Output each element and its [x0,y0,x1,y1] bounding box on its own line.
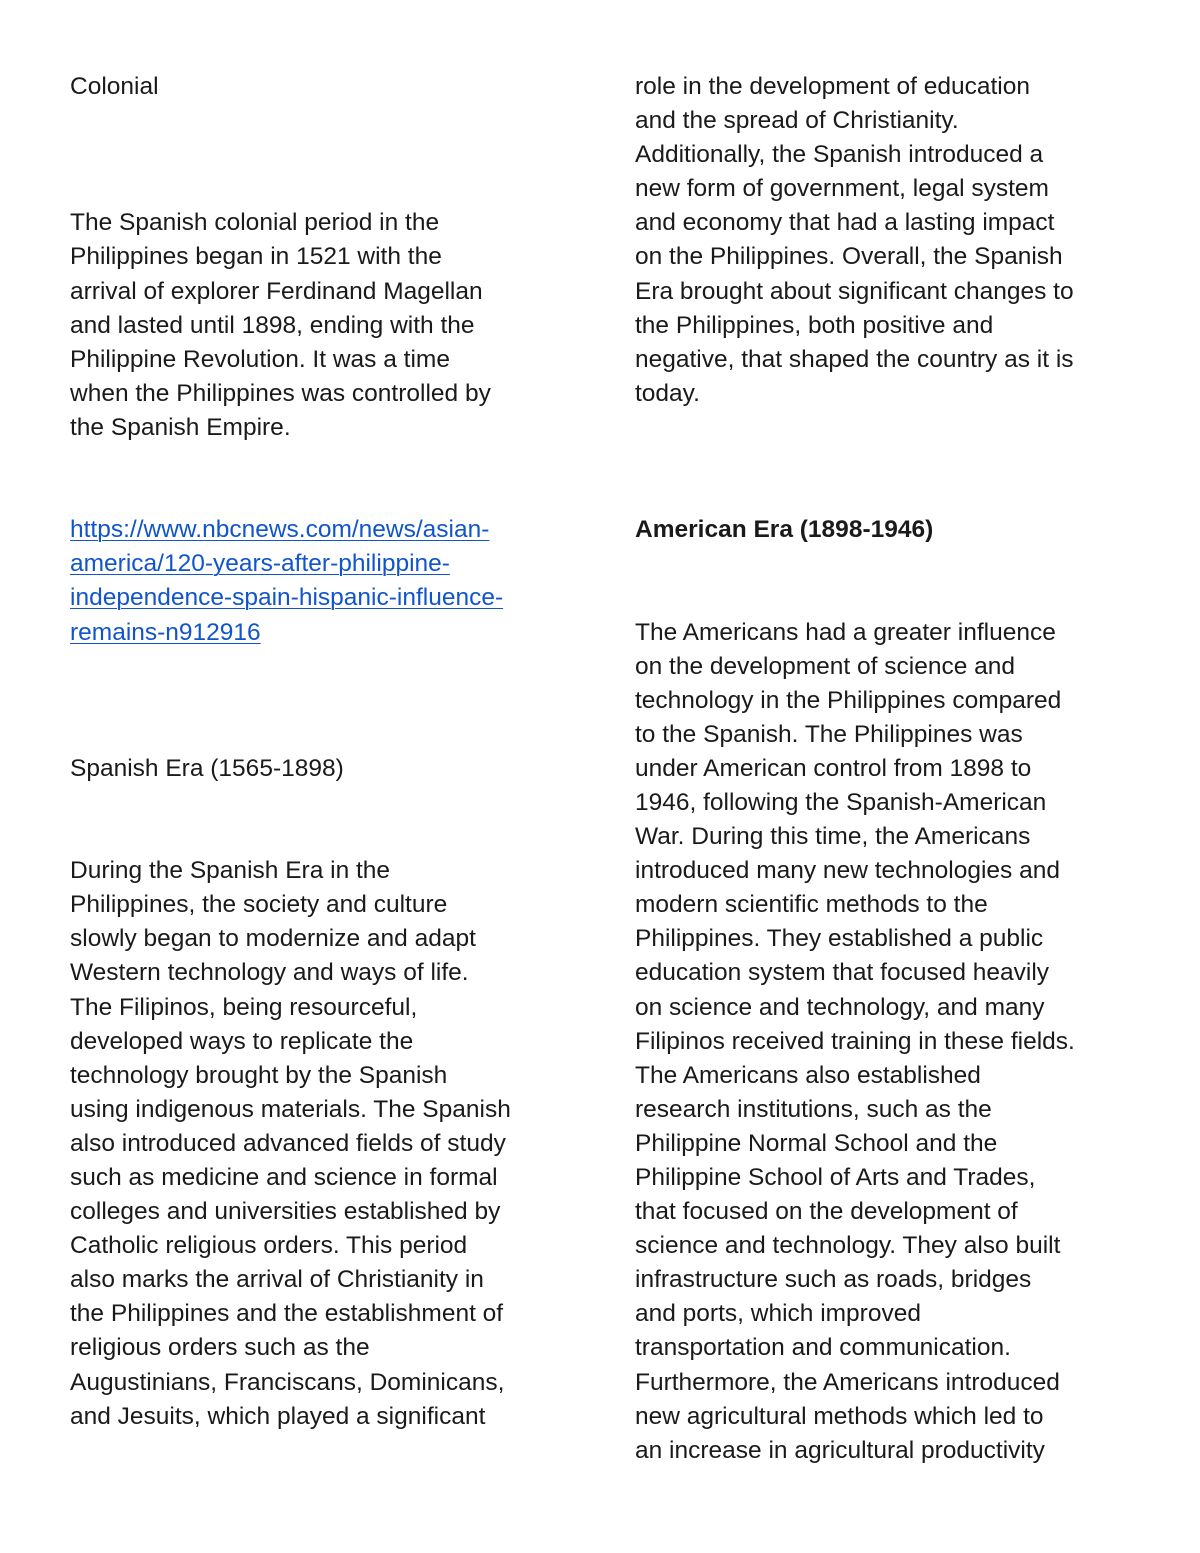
paragraph-line: science and technology. They also built [635,1232,1061,1260]
spacer [635,411,1135,445]
paragraph-line: when the Philippines was controlled by [70,379,491,407]
section-title-colonial: Colonial [70,73,159,100]
paragraph-line: The Spanish colonial period in the [70,209,440,237]
paragraph-line: introduced many new technologies and [635,857,1060,885]
paragraph-line: religious orders such as the [70,1334,370,1362]
paragraph-line: negative, that shaped the country as it is [635,345,1074,373]
paragraph-line: on the development of science and [635,652,1016,680]
paragraph-line: transportation and communication. [635,1334,1011,1362]
paragraph-line: Augustinians, Franciscans, Dominicans, [70,1368,505,1396]
paragraph-line: new agricultural methods which led to [635,1402,1044,1430]
paragraph-line: Filipinos received training in these fields. [635,1027,1075,1055]
paragraph-line: Furthermore, the Americans introduced [635,1368,1060,1396]
right-column [635,70,1135,1468]
paragraph-line: War. During this time, the Americans [635,823,1031,851]
paragraph-line: 1946, following the Spanish-American [635,788,1047,816]
paragraph-line: today. [635,379,700,407]
link-line[interactable]: remains-n912916 [70,618,261,646]
paragraph-line: technology in the Philippines compared [635,686,1062,714]
paragraph-line: Western technology and ways of life. [70,959,469,987]
spacer [635,445,1135,479]
paragraph-line: Philippines. They established a public [635,925,1044,953]
left-column [70,70,570,1434]
paragraph-line: research institutions, such as the [635,1095,992,1123]
paragraph-line: During the Spanish Era in the [70,857,391,885]
section-heading-spanish-era: Spanish Era (1565-1898) [70,754,344,782]
paragraph-line: and the spread of Christianity. [635,107,959,135]
paragraph-line: using indigenous materials. The Spanish [70,1095,511,1123]
spacer [635,479,1135,513]
section-heading-american-era: American Era (1898-1946) [635,516,934,544]
paragraph-line: and economy that had a lasting impact [635,209,1055,237]
spacer [70,820,570,854]
spacer [70,684,570,718]
paragraph-line: The Americans also established [635,1061,981,1089]
paragraph-line: developed ways to replicate the [70,1027,414,1055]
paragraph-line: Philippines, the society and culture [70,891,448,919]
link-line[interactable]: independence-spain-hispanic-influence- [70,584,504,612]
link-line[interactable]: america/120-years-after-philippine- [70,550,450,578]
paragraph-line: on science and technology, and many [635,993,1045,1021]
paragraph-line: Philippine Normal School and the [635,1129,998,1157]
paragraph-line: Era brought about significant changes to [635,277,1074,305]
paragraph-line: Philippine School of Arts and Trades, [635,1164,1036,1191]
spacer [70,172,570,206]
paragraph-line: that focused on the development of [635,1198,1018,1226]
spacer [635,547,1135,581]
paragraph-line: colleges and universities established by [70,1198,501,1226]
spacer [70,104,570,138]
source-link[interactable] [70,513,570,649]
spanish-era-continuation-paragraph [635,70,1135,411]
paragraph-line: modern scientific methods to the [635,891,988,919]
paragraph-line: Philippine Revolution. It was a time [70,345,450,373]
spacer [70,445,570,479]
paragraph-line: the Spanish Empire. [70,413,291,441]
intro-paragraph [70,206,570,445]
paragraph-line: the Philippines, both positive and [635,311,994,339]
paragraph-line: infrastructure such as roads, bridges [635,1266,1032,1294]
paragraph-line: slowly began to modernize and adapt [70,925,476,953]
paragraph-line: The Americans had a greater influence [635,618,1056,646]
paragraph-line: and Jesuits, which played a significant [70,1402,486,1430]
paragraph-line: on the Philippines. Overall, the Spanish [635,243,1063,271]
paragraph-line: The Filipinos, being resourceful, [70,993,418,1021]
link-line[interactable]: https://www.nbcnews.com/news/asian- [70,516,490,544]
paragraph-line: also introduced advanced fields of study [70,1129,506,1157]
paragraph-line: education system that focused heavily [635,959,1050,987]
paragraph-line: to the Spanish. The Philippines was [635,720,1023,748]
spacer [70,718,570,752]
paragraph-line: Additionally, the Spanish introduced a [635,141,1044,169]
paragraph-line: and lasted until 1898, ending with the [70,311,475,339]
paragraph-line: under American control from 1898 to [635,754,1032,782]
paragraph-line: and ports, which improved [635,1300,921,1328]
spacer [70,650,570,684]
paragraph-line: Philippines began in 1521 with the [70,243,442,271]
spacer [70,138,570,172]
paragraph-line: role in the development of education [635,73,1030,100]
paragraph-line: the Philippines and the establishment of [70,1300,504,1328]
american-era-paragraph [635,616,1135,1468]
spacer [635,581,1135,615]
paragraph-line: an increase in agricultural productivity [635,1436,1045,1464]
paragraph-line: arrival of explorer Ferdinand Magellan [70,277,483,305]
spacer [70,786,570,820]
spanish-era-paragraph [70,854,570,1434]
paragraph-line: also marks the arrival of Christianity in [70,1266,484,1294]
paragraph-line: new form of government, legal system [635,175,1049,203]
paragraph-line: such as medicine and science in formal [70,1164,498,1191]
paragraph-line: Catholic religious orders. This period [70,1232,468,1260]
spacer [70,479,570,513]
paragraph-line: technology brought by the Spanish [70,1061,448,1089]
